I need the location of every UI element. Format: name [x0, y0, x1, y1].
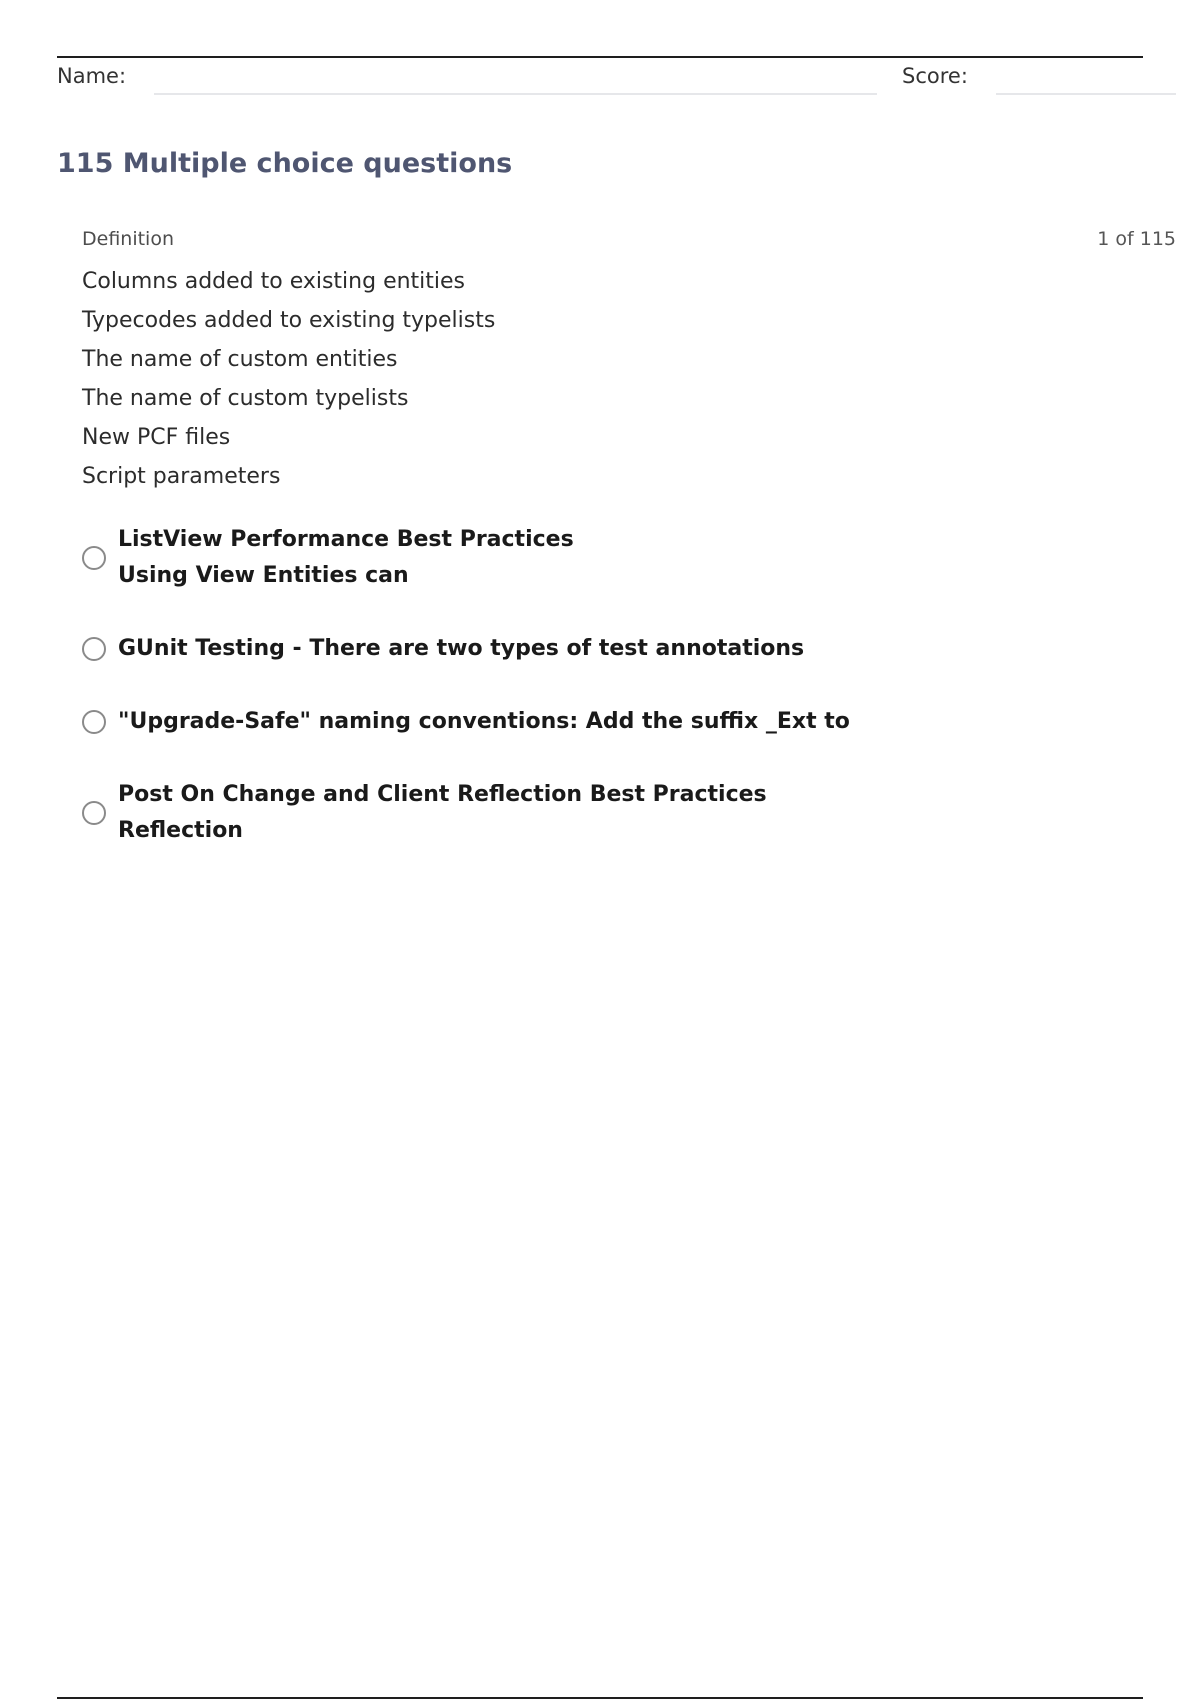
definition-line: Typecodes added to existing typelists: [82, 308, 496, 333]
radio-button[interactable]: [82, 637, 106, 661]
definition-line: Script parameters: [82, 464, 281, 489]
name-label: Name:: [57, 64, 127, 88]
radio-button[interactable]: [82, 546, 106, 570]
definition-line: New PCF files: [82, 425, 231, 450]
choice-text: [118, 631, 804, 667]
definition-line: The name of custom entities: [82, 347, 398, 372]
question-type-label: Definition: [82, 228, 175, 250]
definition-line: Columns added to existing entities: [82, 269, 466, 294]
choice-text: [118, 704, 850, 740]
section-title: 115 Multiple choice questions: [57, 148, 513, 179]
name-field[interactable]: [154, 93, 877, 95]
score-label: Score:: [902, 64, 968, 88]
bottom-rule: [57, 1697, 1143, 1699]
definition-list: [82, 262, 495, 496]
question-counter: 1 of 115: [1097, 228, 1176, 250]
choice-line: Using View Entities can: [118, 563, 409, 588]
choice-line: Reflection: [118, 818, 243, 843]
choice-line: Post On Change and Client Reflection Best Practices: [118, 782, 767, 807]
radio-button[interactable]: [82, 801, 106, 825]
radio-button[interactable]: [82, 710, 106, 734]
definition-line: The name of custom typelists: [82, 386, 409, 411]
choice-line: ListView Performance Best Practices: [118, 527, 574, 552]
answer-choice-1[interactable]: [82, 522, 982, 594]
answer-choice-2[interactable]: [82, 631, 982, 667]
answer-choices: [82, 522, 982, 849]
top-rule: [57, 56, 1143, 58]
answer-choice-3[interactable]: [82, 704, 982, 740]
score-field[interactable]: [996, 93, 1176, 95]
choice-text: [118, 522, 574, 594]
choice-text: [118, 777, 767, 849]
choice-line: "Upgrade-Safe" naming conventions: Add the suffix _Ext to: [118, 709, 850, 734]
choice-line: GUnit Testing - There are two types of test annotations: [118, 636, 805, 661]
answer-choice-4[interactable]: [82, 777, 982, 849]
